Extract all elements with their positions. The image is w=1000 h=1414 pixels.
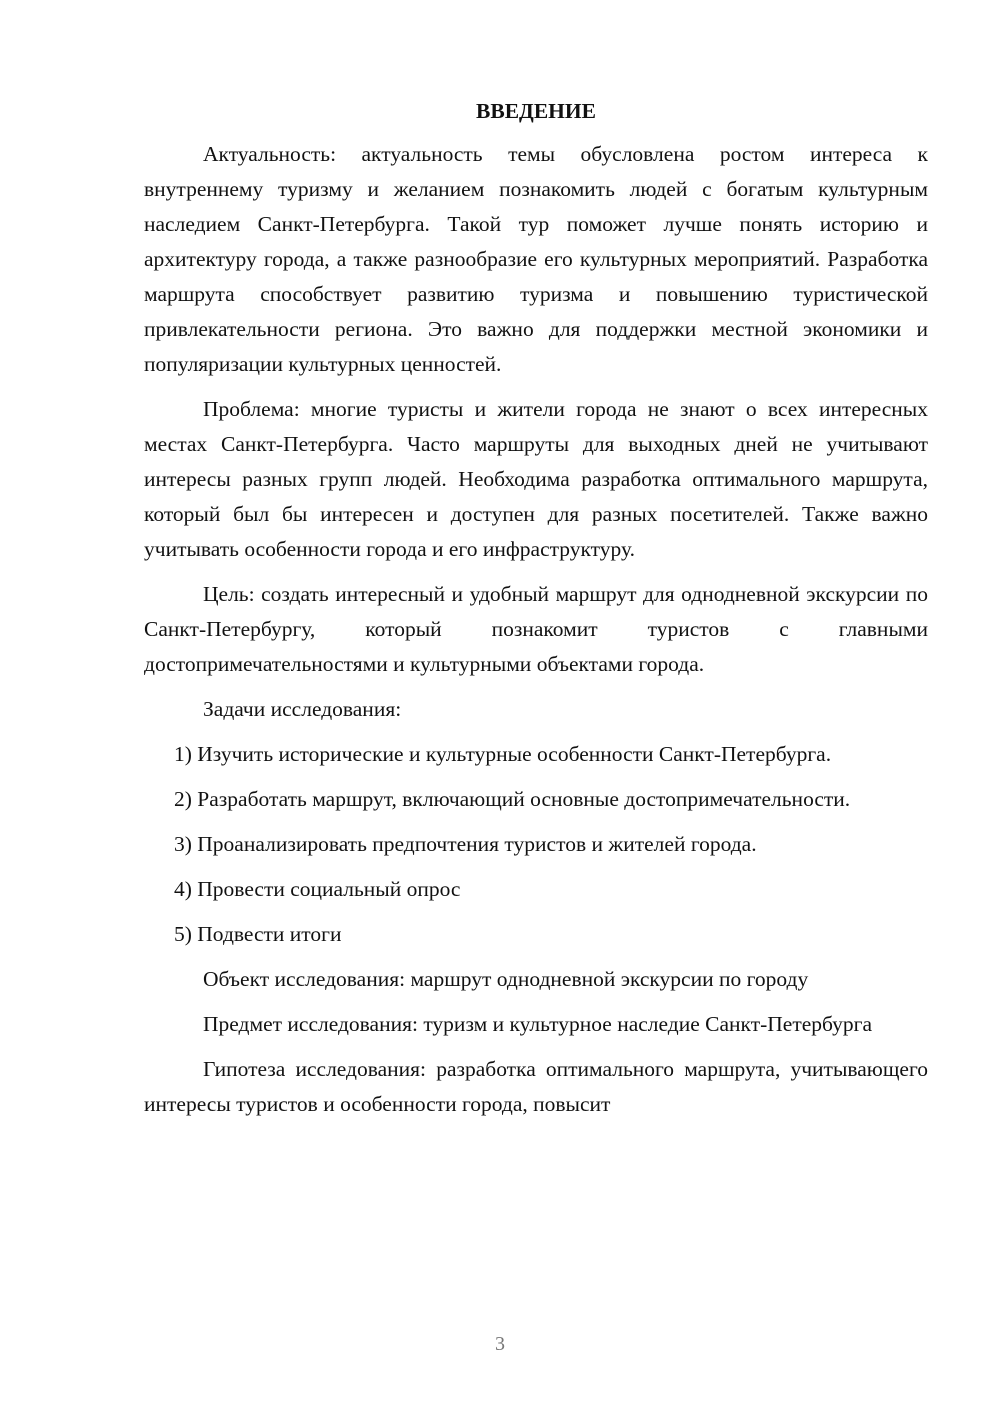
task-item-4: 4) Провести социальный опрос: [174, 877, 461, 901]
task-item-2: 2) Разработать маршрут, включающий основные достопримечательности.: [174, 787, 851, 811]
paragraph-subject: Предмет исследования: туризм и культурное наследие Санкт-Петербурга: [203, 1012, 872, 1036]
paragraph-relevance: Актуальность: актуальность темы обусловлена ростом интереса к внутреннему туризму и желанием познакомить людей с богатым культурным наследием Санкт-Петербурга. Такой тур поможет лучше понять историю и архитектуру города, а также разнообразие его культурных мероприятий. Разработка маршрута способствует развитию туризма и повышению туристической привлекательности региона. Это важно для поддержки местной экономики и популяризации культурных ценностей.: [144, 142, 928, 376]
paragraph-problem: Проблема: многие туристы и жители города не знают о всех интересных местах Санкт-Петербурга. Часто маршруты для выходных дней не учитывают интересы разных групп людей. Необходима разработка оптимального маршрута, который был бы интересен и доступен для разных посетителей. Также важно учитывать особенности города и его инфраструктуру.: [144, 397, 928, 561]
paragraph-object: Объект исследования: маршрут однодневной экскурсии по городу: [203, 967, 809, 991]
section-title: ВВЕДЕНИЕ: [476, 99, 596, 123]
task-item-3: 3) Проанализировать предпочтения туристов и жителей города.: [174, 832, 757, 856]
paragraph-tasks-heading: Задачи исследования:: [203, 697, 402, 721]
task-item-5: 5) Подвести итоги: [174, 922, 342, 946]
paragraph-goal: Цель: создать интересный и удобный маршрут для однодневной экскурсии по Санкт-Петербургу, который познакомит туристов с главными достопримечательностями и культурными объектами города.: [144, 582, 928, 676]
document-body: [144, 94, 928, 1132]
task-item-1: 1) Изучить исторические и культурные особенности Санкт-Петербурга.: [174, 742, 832, 766]
page-number: 3: [495, 1333, 505, 1355]
paragraph-hypothesis: Гипотеза исследования: разработка оптимального маршрута, учитывающего интересы туристов и особенности города, повысит: [144, 1057, 928, 1116]
